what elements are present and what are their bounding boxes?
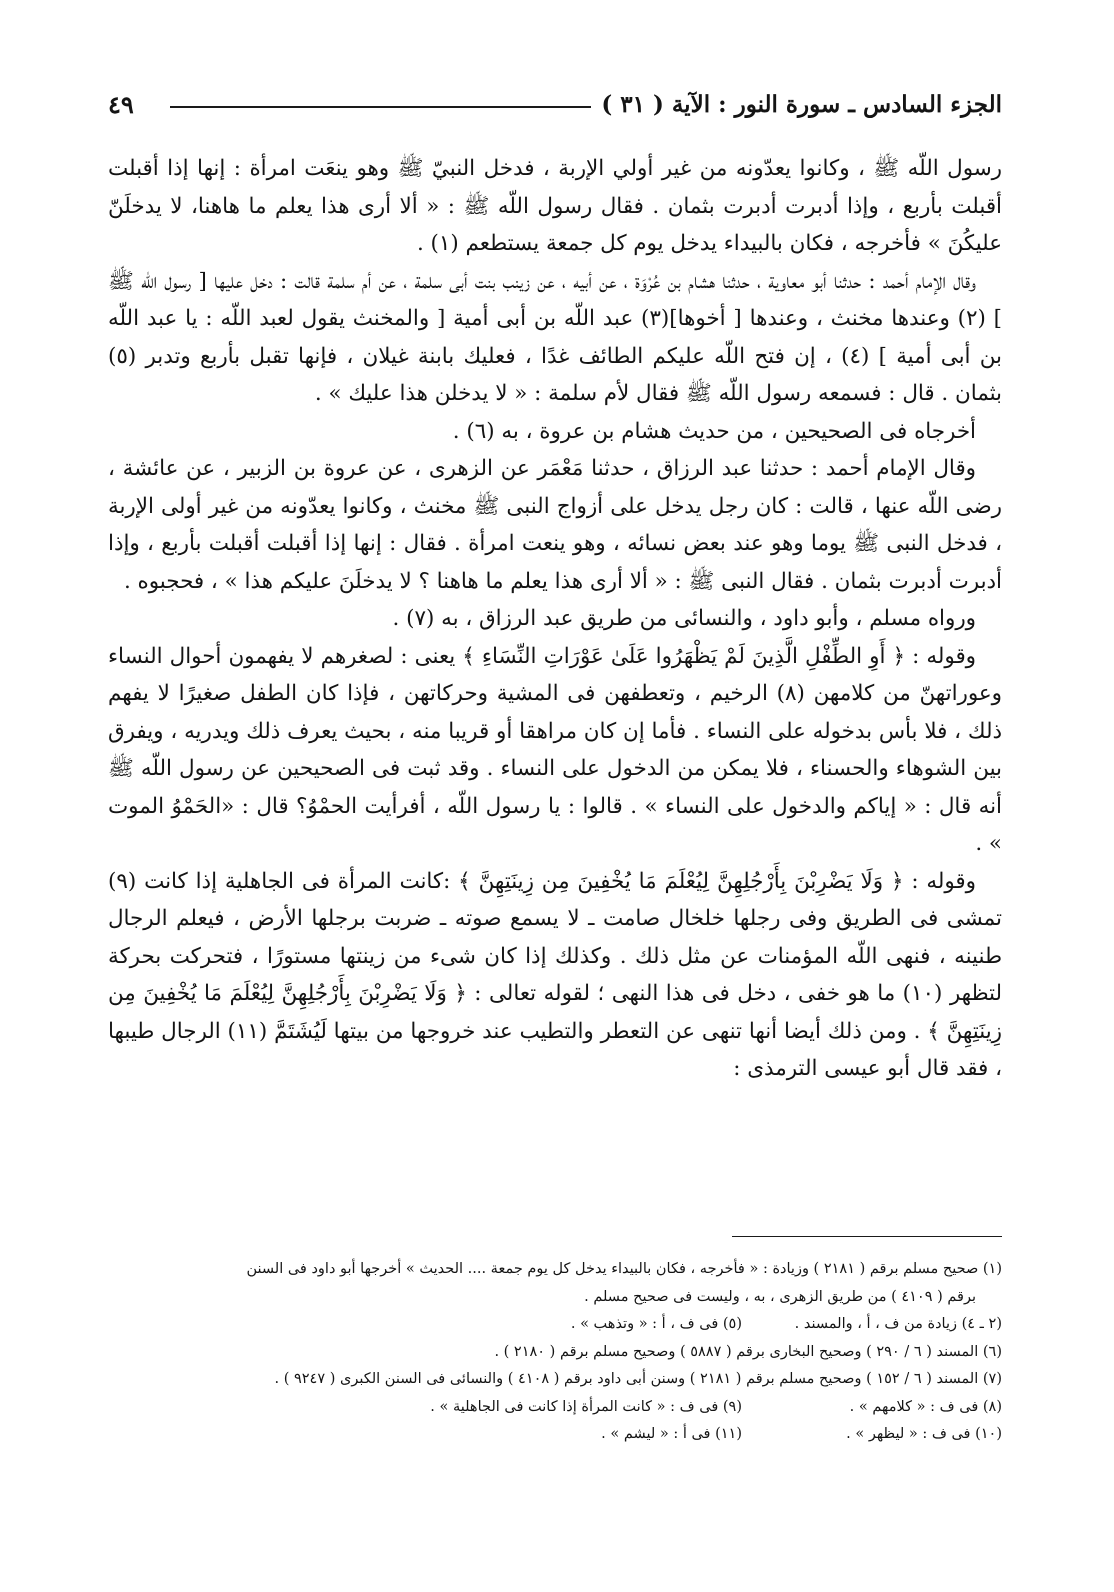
paragraph: وقوله : ﴿ أَوِ الطِّفْلِ الَّذِينَ لَمْ يَظْهَرُوا عَلَىٰ عَوْرَاتِ النِّسَاءِ ﴾ يعنى : لصغرهم لا يفهمون أحوال النساء وعوراتهنّ من كلامهن (٨) الرخيم ، وتعطفهن فى المشية وحركاتهن ، فإذا كان الطفل صغيرًا لا يفهم ذلك ، فلا بأس بدخوله على النساء . فأما إن كان مراهقا أو قريبا منه ، بحيث يعرف ذلك ويدريه ، ويفرق بين الشوهاء والحسناء ، فلا يمكن من الدخول على النساء . وقد ثبت فى الصحيحين عن رسول اللّه ﷺ أنه قال : « إياكم والدخول على النساء » . قالوا : يا رسول اللّه ، أفرأيت الحمْوُ؟ قال : «الحَمْوُ الموت » . (108, 643, 1002, 856)
footnote: (١) صحيح مسلم برقم ( ٢١٨١ ) وزيادة : « فأخرجه ، فكان بالبيداء يدخل كل يوم جمعة .... الحديث » أخرجها أبو داود فى السنن (246, 1261, 1002, 1277)
footnote-continuation: برقم ( ٤١٠٩ ) من طريق الزهرى ، به ، وليست فى صحيح مسلم . (584, 1288, 976, 1305)
main-text (108, 150, 1002, 1088)
paragraph: أخرجاه فى الصحيحين ، من حديث هشام بن عروة ، به (٦) . (452, 418, 976, 444)
paragraph: وقال الإمام أحمد : حدثنا عبد الرزاق ، حدثنا مَعْمَر عن الزهرى ، عن عروة بن الزبير ، عن عائشة ، رضى اللّه عنها ، قالت : كان رجل يدخل على أزواج النبى ﷺ مخنث ، وكانوا يعدّونه من غير أولى الإربة ، فدخل النبى ﷺ يوما وهو عند بعض نسائه ، وهو ينعت امرأة . فقال : إنها إذا أقبلت أقبلت بأربع ، وإذا أدبرت أدبرت بثمان . فقال النبى ﷺ : « ألا أرى هذا يعلم ما هاهنا ؟ لا يدخلَنَ عليكم هذا » ، فحجبوه . (108, 456, 1002, 594)
footnote-pair (108, 1421, 1002, 1449)
running-header-title: الجزء السادس ـ سورة النور : الآية ( ٣١ ) (601, 90, 1002, 118)
footnote: (٢ ـ ٤) زيادة من ف ، أ ، والمسند . (794, 1316, 1002, 1332)
footnote-separator (732, 1236, 1002, 1237)
paragraph: وقوله : ﴿ وَلَا يَضْرِبْنَ بِأَرْجُلِهِنَّ لِيُعْلَمَ مَا يُخْفِينَ مِن زِينَتِهِنَّ ﴾ :كانت المرأة فى الجاهلية إذا كانت (٩) تمشى فى الطريق وفى رجلها خلخال صامت ـ لا يسمع صوته ـ ضربت برجلها الأرض ، فيعلم الرجال طنينه ، فنهى اللّه المؤمنات عن مثل ذلك . وكذلك إذا كان شىء من زينتها مستورًا ، فتحركت بحركة لتظهر (١٠) ما هو خفى ، دخل فى هذا النهى ؛ لقوله تعالى : ﴿ وَلَا يَضْرِبْنَ بِأَرْجُلِهِنَّ لِيُعْلَمَ مَا يُخْفِينَ مِن زِينَتِهِنَّ ﴾ . ومن ذلك أيضا أنها تنهى عن التعطر والتطيب عند خروجها من بيتها لَيُشَتَمَّ (١١) الرجال طيبها ، فقد قال أبو عيسى الترمذى : (108, 868, 1003, 1081)
page-number: ٤٩ (108, 89, 134, 119)
paragraph: ورواه مسلم ، وأبو داود ، والنسائى من طريق عبد الرزاق ، به (٧) . (392, 606, 976, 631)
paragraph: رسول اللّه ﷺ ، وكانوا يعدّونه من غير أولي الإربة ، فدخل النبيّ ﷺ وهو ينعَت امرأة : إنها إذا أقبلت أقبلت بأربع ، وإذا أدبرت أدبرت بثمان . فقال رسول اللّه ﷺ : « ألا أرى هذا يعلم ما هاهنا، لا يدخلَنّ عليكُنَ » فأخرجه ، فكان بالبيداء يدخل يوم كل جمعة يستطعم (١) . (108, 156, 1002, 256)
header-rule (170, 106, 592, 108)
footnote: (١٠) فى ف : « ليظهر » . (846, 1426, 1002, 1442)
running-header (108, 84, 1002, 124)
footnote: (٨) فى ف : « كلامهم » . (849, 1398, 1002, 1415)
footnotes (108, 1256, 1002, 1449)
footnote: (٦) المسند ( ٦ / ٢٩٠ ) وصحيح البخارى برقم ( ٥٨٨٧ ) وصحيح مسلم برقم ( ٢١٨٠ ) . (494, 1343, 1002, 1360)
paragraph: وقال الإمام أحمد : حدثنا أبو معاوية ، حدثنا هشام بن عُرْوَة ، عن أبيه ، عن زينب بنت أبى سلمة ، عن أم سلمة قالت : دخل عليها [ رسول اللّه ﷺ ] (٢) وعندها مخنث ، وعندها [ أخوها](٣) عبد اللّه بن أبى أمية [ والمخنث يقول لعبد اللّه : يا عبد اللّه بن أبى أمية ] (٤) ، إن فتح اللّه عليكم الطائف غدًا ، فعليك بابنة غيلان ، فإنها تقبل بأربع وتدبر (٥) بثمان . قال : فسمعه رسول اللّه ﷺ فقال لأم سلمة : « لا يدخلن هذا عليك » . (108, 268, 1002, 406)
footnote-pair (108, 1311, 1002, 1339)
footnote: (٥) فى ف ، أ : « وتذهب » . (570, 1316, 742, 1332)
footnote: (١١) فى أ : « ليشم » . (601, 1426, 742, 1442)
footnote-pair (108, 1394, 1002, 1422)
footnote: (٩) فى ف : « كانت المرأة إذا كانت فى الجاهلية » . (430, 1398, 742, 1415)
footnote: (٧) المسند ( ٦ / ١٥٢ ) وصحيح مسلم برقم ( ٢١٨١ ) وسنن أبى داود برقم ( ٤١٠٨ ) والنسائى فى السنن الكبرى ( ٩٢٤٧ ) . (274, 1371, 1002, 1387)
